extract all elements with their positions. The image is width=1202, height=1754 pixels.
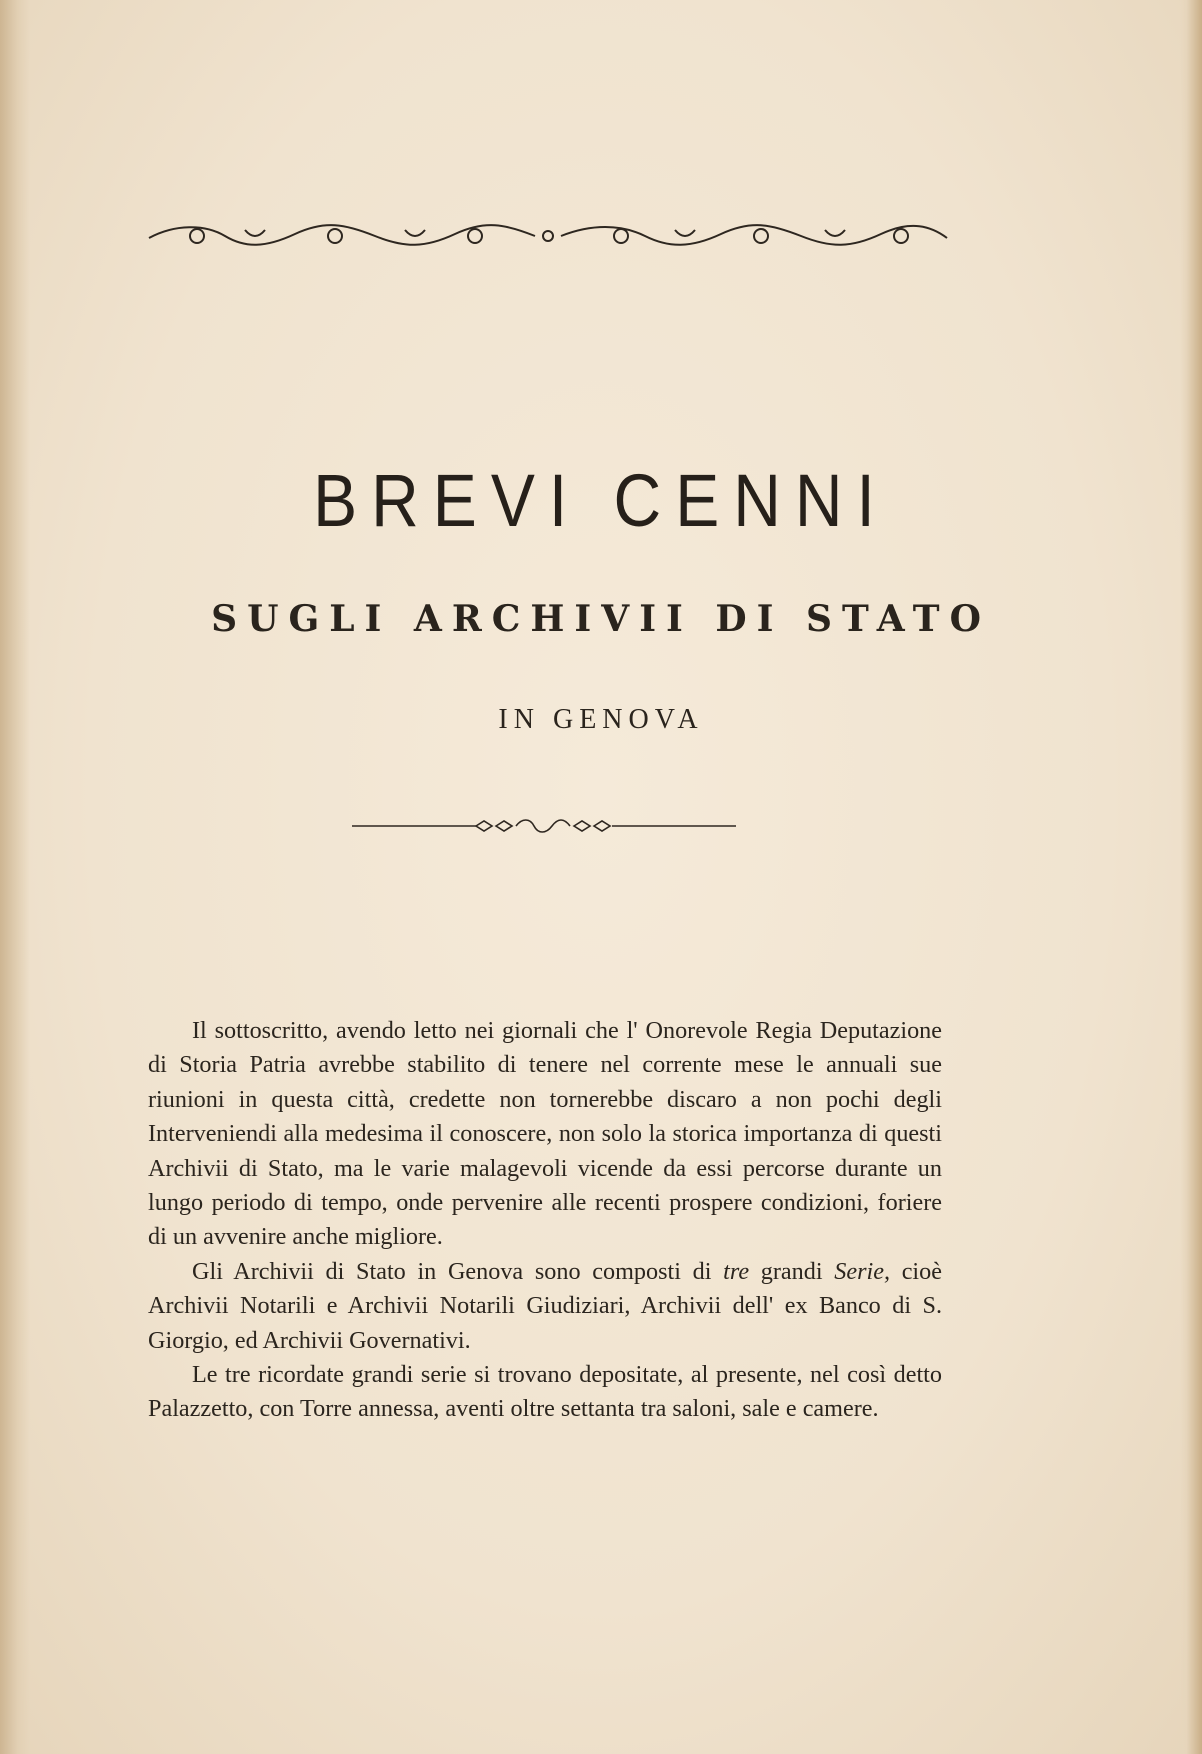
page-left-edge [0, 0, 30, 1754]
paragraph: Le tre ricordate grandi serie si trovano depositate, al presente, nel così detto Palazzetto, con Torre annessa, aventi oltre settanta tra saloni, sale e camere. [148, 1361, 942, 1423]
place-heading: IN GENOVA [498, 704, 704, 735]
divider-ornament [352, 816, 736, 836]
paragraph: Il sottoscritto, avendo letto nei giornali che l' Onorevole Regia Deputazione di Storia Patria avrebbe stabilito di tenere nel corrente mese le annuali sue riunioni in questa città, credette non tornerebbe discaro a non pochi degli Interveniendi alla medesima il conoscere, non solo la storica importanza di questi Archivii di Stato, ma le varie malagevoli vicende da essi percorse durante un lungo periodo di tempo, onde pervenire alle recenti prospere condizioni, foriere di un avvenire anche migliore. [148, 1017, 942, 1251]
page-title: BREVI CENNI [313, 458, 889, 542]
page-right-edge [1180, 0, 1202, 1754]
paragraph: Gli Archivii di Stato in Genova sono composti di tre grandi Serie, cioè Archivii Notarili e Archivii Notarili Giudiziari, Archivii dell' ex Banco di S. Giorgio, ed Archivii Governativi. [148, 1257, 942, 1354]
body-text [148, 1014, 942, 1427]
header-ornament [145, 222, 951, 250]
page-subtitle: SUGLI ARCHIVII DI STATO [211, 598, 991, 640]
